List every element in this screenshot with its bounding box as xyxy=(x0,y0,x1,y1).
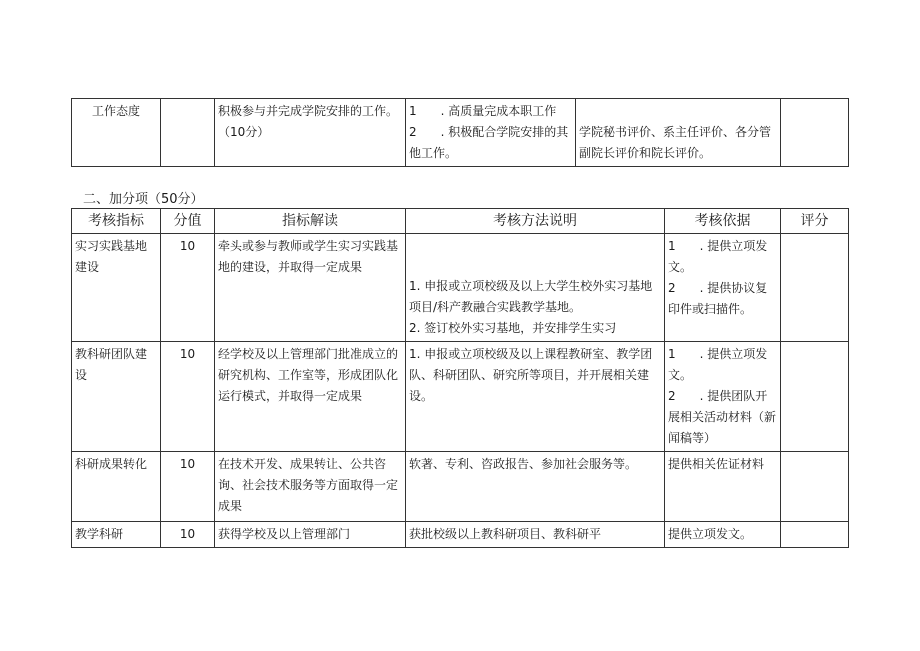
row-score: 10 xyxy=(161,342,215,452)
row-rating xyxy=(781,342,849,452)
attitude-row xyxy=(72,99,849,167)
row-method: 1. 申报或立项校级及以上课程教研室、教学团队、科研团队、研究所等项目，并开展相关建设。 xyxy=(406,342,665,452)
row-interpretation: 牵头或参与教师或学生实习实践基地的建设，并取得一定成果 xyxy=(215,234,406,342)
attitude-method-line2: 2 . 积极配合学院安排的其他工作。 xyxy=(409,125,569,160)
row-score: 10 xyxy=(161,234,215,342)
row-method: 获批校级以上教科研项目、教科研平 xyxy=(406,522,665,548)
table-row xyxy=(72,452,849,522)
row-rating xyxy=(781,522,849,548)
row-method: 1. 申报或立项校级及以上大学生校外实习基地项目/科产教融合实践教学基地。 2. 签订校外实习基地，并安排学生实习 xyxy=(406,234,665,342)
attitude-method-line1: 1 . 高质量完成本职工作 xyxy=(409,104,557,118)
section-title: 二、加分项（50分） xyxy=(83,192,204,207)
row-method: 软著、专利、咨政报告、参加社会服务等。 xyxy=(406,452,665,522)
attitude-score xyxy=(161,99,215,167)
table-row xyxy=(72,342,849,452)
attitude-basis: 学院秘书评价、系主任评价、各分管副院长评价和院长评价。 xyxy=(576,99,781,167)
header-indicator: 考核指标 xyxy=(72,209,161,234)
header-interpretation: 指标解读 xyxy=(215,209,406,234)
row-indicator: 科研成果转化 xyxy=(72,452,161,522)
row-indicator: 教科研团队建设 xyxy=(72,342,161,452)
row-basis: 1 . 提供立项发文。 2 . 提供团队开展相关活动材料（新闻稿等） xyxy=(665,342,781,452)
header-basis: 考核依据 xyxy=(665,209,781,234)
attitude-label: 工作态度 xyxy=(72,99,161,167)
row-score: 10 xyxy=(161,452,215,522)
row-basis: 提供立项发文。 xyxy=(665,522,781,548)
table-row xyxy=(72,234,849,342)
attitude-description: 积极参与并完成学院安排的工作。（10分） xyxy=(215,99,406,167)
row-rating xyxy=(781,452,849,522)
header-rating: 评分 xyxy=(781,209,849,234)
row-rating xyxy=(781,234,849,342)
row-basis: 1 . 提供立项发文。 2 . 提供协议复印件或扫描件。 xyxy=(665,234,781,342)
row-score: 10 xyxy=(161,522,215,548)
row-indicator: 实习实践基地建设 xyxy=(72,234,161,342)
attitude-table xyxy=(71,98,849,167)
attitude-rating xyxy=(781,99,849,167)
table-header-row xyxy=(72,209,849,234)
header-score: 分值 xyxy=(161,209,215,234)
row-indicator: 教学科研 xyxy=(72,522,161,548)
row-interpretation: 经学校及以上管理部门批准成立的研究机构、工作室等，形成团队化运行模式，并取得一定成果 xyxy=(215,342,406,452)
bonus-table xyxy=(71,208,849,548)
table-row xyxy=(72,522,849,548)
row-basis: 提供相关佐证材料 xyxy=(665,452,781,522)
header-method: 考核方法说明 xyxy=(406,209,665,234)
row-interpretation: 在技术开发、成果转让、公共咨询、社会技术服务等方面取得一定成果 xyxy=(215,452,406,522)
row-interpretation: 获得学校及以上管理部门 xyxy=(215,522,406,548)
attitude-method xyxy=(406,99,576,167)
